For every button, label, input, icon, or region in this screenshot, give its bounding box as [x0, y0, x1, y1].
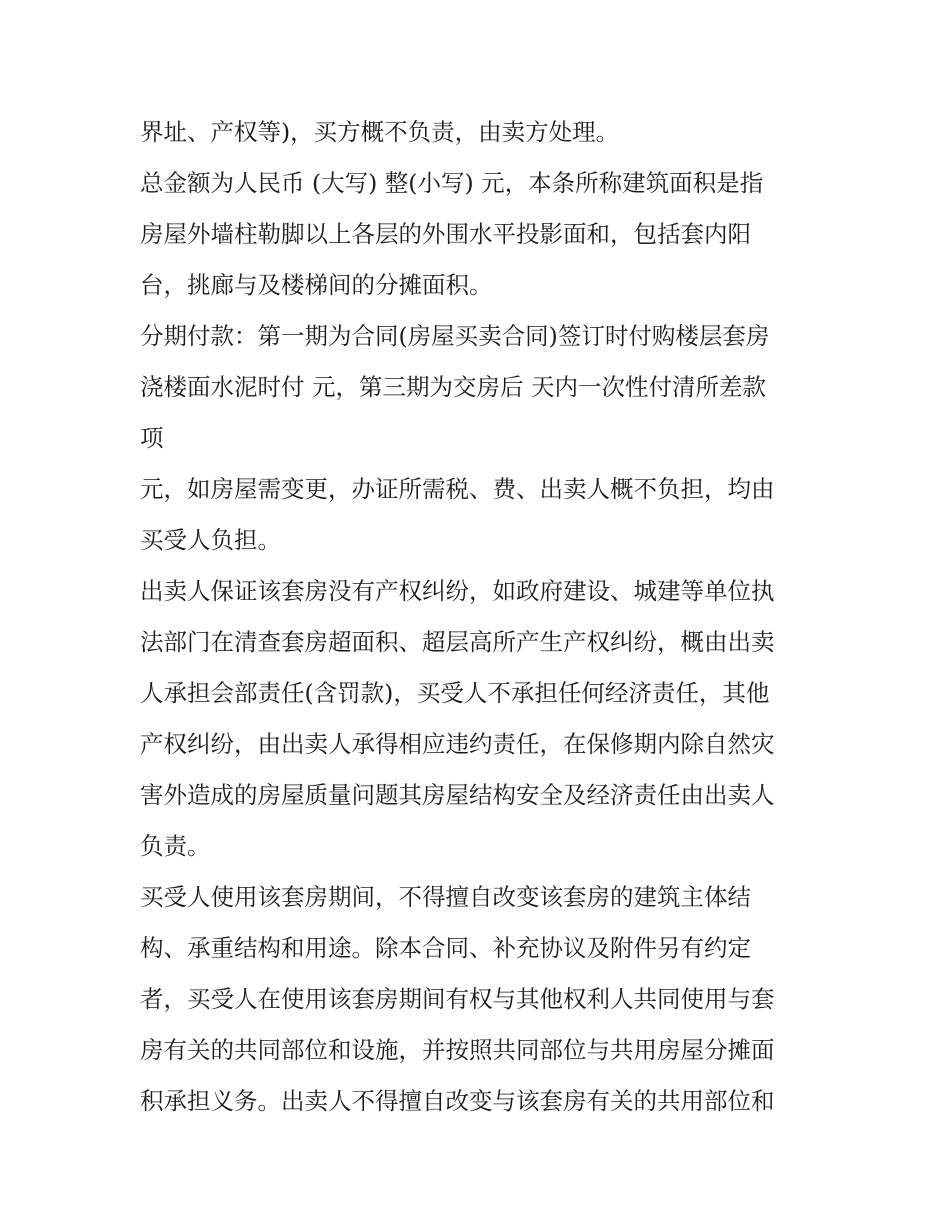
text-line: 者，买受人在使用该套房期间有权与其他权利人共同使用与套 [140, 985, 775, 1013]
text-line: 买受人使用该套房期间，不得擅自改变该套房的建筑主体结 [140, 883, 751, 911]
text-line: 产权纠纷，由出卖人承得相应违约责任，在保修期内除自然灾 [140, 730, 775, 758]
contract-text [140, 107, 820, 1127]
text-line: 分期付款：第一期为合同(房屋买卖合同)签订时付购楼层套房 [140, 322, 770, 350]
text-line: 害外造成的房屋质量问题其房屋结构安全及经济责任由出卖人 [140, 781, 775, 809]
text-line: 总金额为人民币 (大写) 整(小写) 元，本条所称建筑面积是指 [140, 169, 764, 197]
text-line: 房屋外墙柱勒脚以上各层的外围水平投影面和，包括套内阳 [140, 220, 751, 248]
text-line: 房有关的共同部位和设施，并按照共同部位与共用房屋分摊面 [140, 1036, 775, 1064]
text-line: 界址、产权等)，买方概不负责，由卖方处理。 [140, 118, 620, 146]
text-line: 浇楼面水泥时付 元，第三期为交房后 天内一次性付清所差款 [140, 373, 766, 401]
text-line: 积承担义务。出卖人不得擅自改变与该套房有关的共用部位和 [140, 1087, 775, 1115]
text-line: 构、承重结构和用途。除本合同、补充协议及附件另有约定 [140, 934, 751, 962]
text-line: 人承担会部责任(含罚款)，买受人不承担任何经济责任，其他 [140, 679, 770, 707]
text-line: 出卖人保证该套房没有产权纠纷，如政府建设、城建等单位执 [140, 577, 775, 605]
text-line: 负责。 [140, 832, 211, 860]
text-line: 元，如房屋需变更，办证所需税、费、出卖人概不负担，均由 [140, 475, 775, 503]
text-line: 法部门在清查套房超面积、超层高所产生产权纠纷，概由出卖 [140, 628, 775, 656]
text-line: 项 [140, 424, 164, 452]
text-line: 台，挑廊与及楼梯间的分摊面积。 [140, 271, 493, 299]
text-line: 买受人负担。 [140, 526, 281, 554]
